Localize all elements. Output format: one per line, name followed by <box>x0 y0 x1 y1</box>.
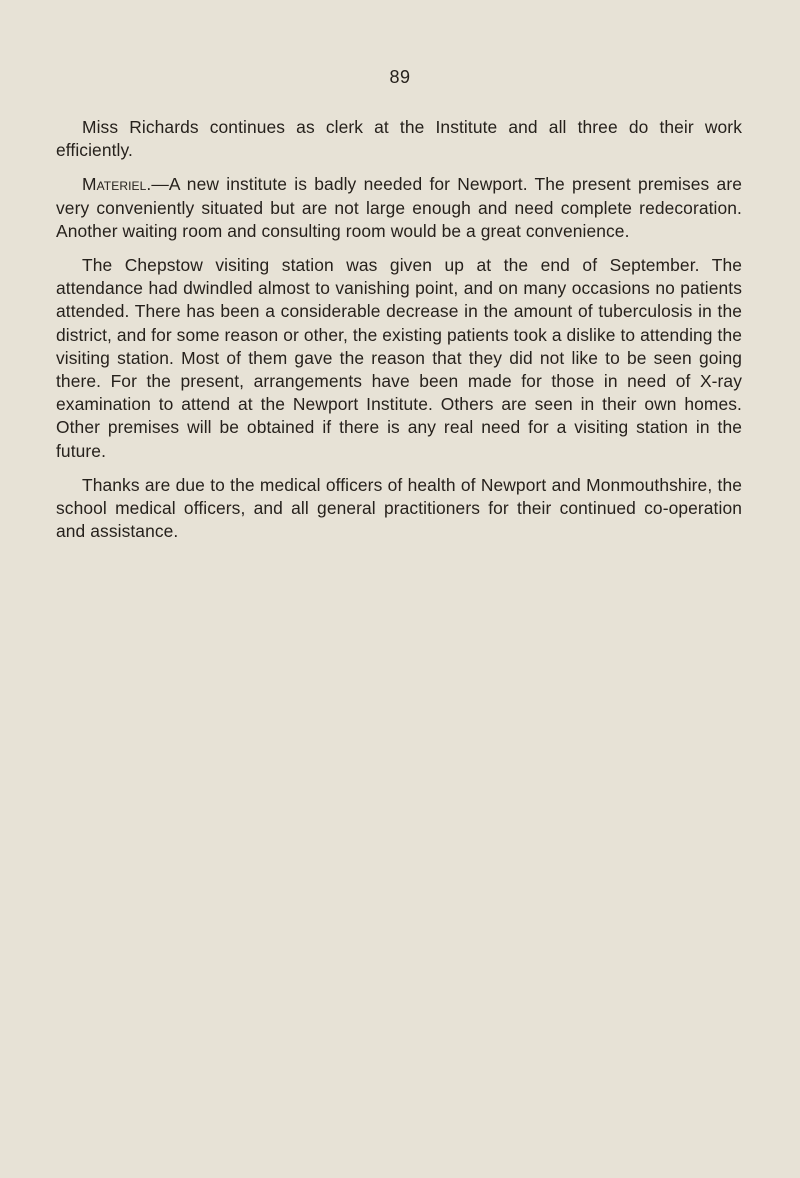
page-number: 89 <box>389 67 411 87</box>
paragraph-clerk: Miss Richards continues as clerk at the Institute and all three do their work efficiently. <box>56 117 742 161</box>
paragraph-materiel <box>56 173 742 243</box>
paragraph-chepstow-station: The Chepstow visiting station was given up at the end of September. The attendance had dwindled almost to vanishing point, and on many occasions no patients attended. There has been a considerable decrease in the amount of tuberculosis in the district, and for some reason or other, the existing patients took a dislike to attending the visiting station. Most of them gave the reason that they did not like to be seen going there. For the present, arrangements have been made for those in need of X-ray examination to attend at the Newport Institute. Others are seen in their own homes. Other premises will be obtained if there is any real need for a visiting station in the future. <box>56 255 742 461</box>
materiel-heading: Materiel <box>82 174 147 195</box>
materiel-text: .—A new institute is badly needed for Newport. The present premises are very conveniently situated but are not large enough and need complete redecoration. Another waiting room and consulting room would be a great convenience. <box>56 174 742 241</box>
body-text <box>56 116 742 554</box>
paragraph-thanks: Thanks are due to the medical officers of health of Newport and Monmouthshire, the school medical officers, and all general practitioners for their continued co-operation and assistance. <box>56 474 742 542</box>
